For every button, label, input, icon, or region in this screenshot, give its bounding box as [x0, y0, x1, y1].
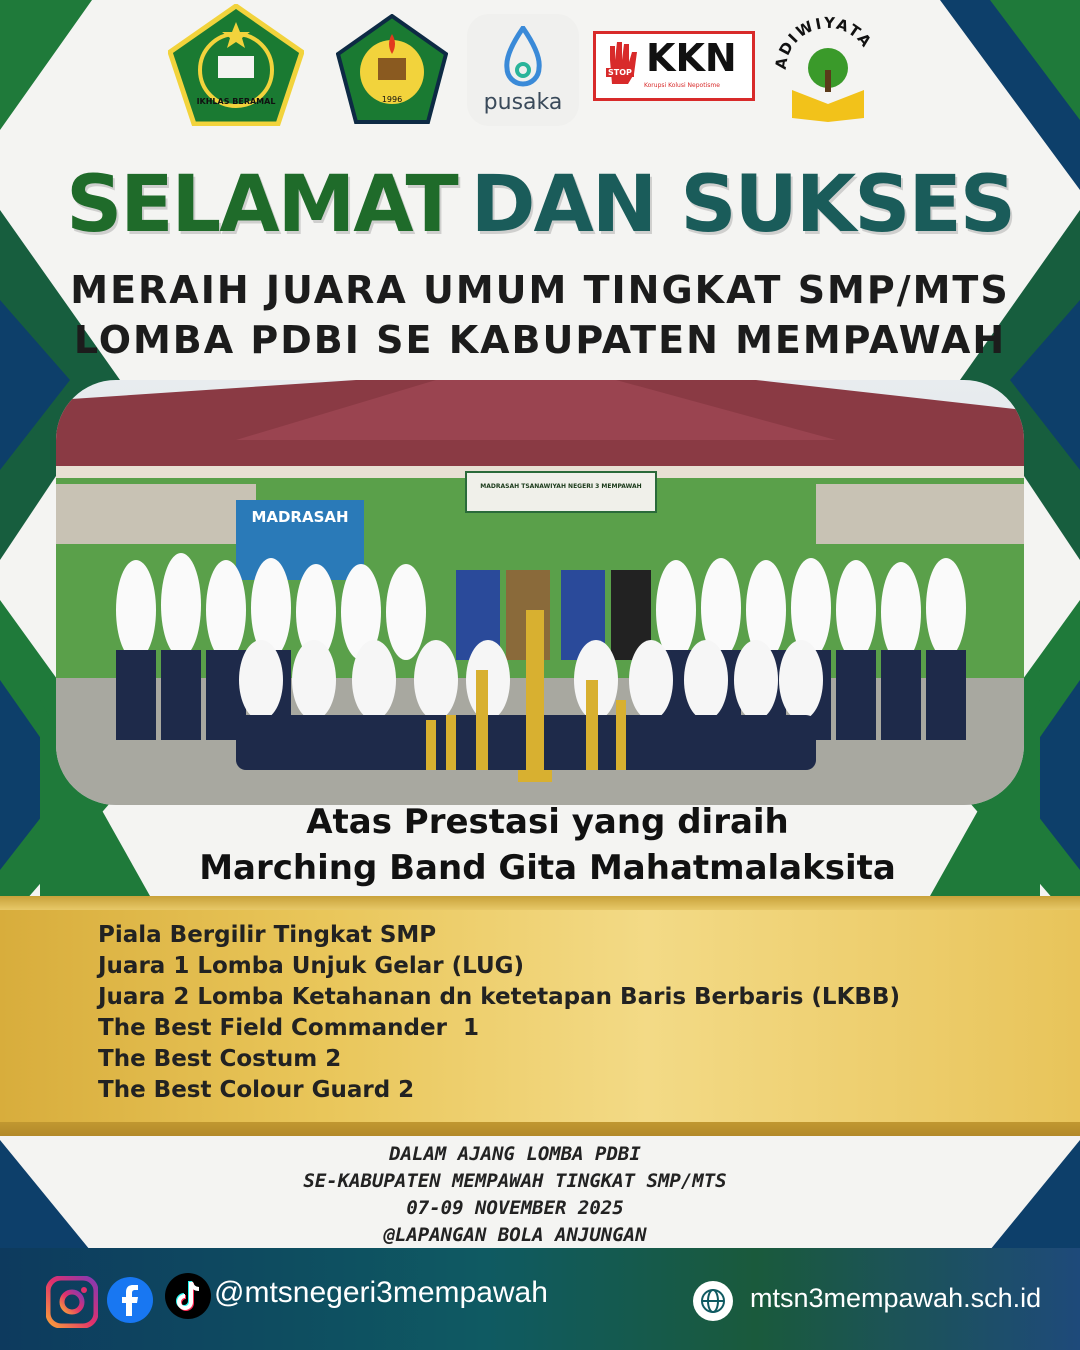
award-item: The Best Costum 2 — [98, 1046, 342, 1072]
event-line-4: @LAPANGAN BOLA ANJUNGAN — [383, 1224, 647, 1246]
event-line-2: SE-KABUPATEN MEMPAWAH TINGKAT SMP/MTS — [303, 1170, 727, 1192]
pusaka-logo — [467, 14, 579, 126]
award-item: Piala Bergilir Tingkat SMP — [98, 922, 437, 948]
headline — [0, 160, 1080, 250]
svg-text:IKHLAS BERAMAL: IKHLAS BERAMAL — [196, 97, 276, 106]
svg-text:MADRASAH TSANAWIYAH NEGERI 3 M: MADRASAH TSANAWIYAH NEGERI 3 MEMPAWAH — [480, 483, 642, 490]
event-line-3: 07-09 NOVEMBER 2025 — [406, 1197, 624, 1219]
group-photo — [56, 380, 1024, 805]
pusaka-label: pusaka — [483, 90, 563, 115]
logo-row — [0, 0, 1080, 140]
kemenag-logo — [168, 4, 304, 126]
event-line-1: DALAM AJANG LOMBA PDBI — [389, 1143, 641, 1165]
footer-bar — [0, 1248, 1080, 1350]
subtitle-line-2: LOMBA PDBI SE KABUPATEN MEMPAWAH — [73, 318, 1007, 362]
svg-text:1996: 1996 — [381, 95, 403, 104]
svg-text:ADIWIYATA: ADIWIYATA — [772, 13, 877, 71]
social-handle[interactable]: @mtsnegeri3mempawah — [214, 1276, 548, 1309]
subtitle-line-1: MERAIH JUARA UMUM TINGKAT SMP/MTS — [70, 268, 1010, 312]
caption-line-2: Marching Band Gita Mahatmalaksita — [199, 848, 896, 888]
headline-word-selamat: SELAMAT — [66, 160, 457, 250]
facebook-icon[interactable] — [106, 1276, 154, 1324]
award-item: The Best Field Commander 1 — [98, 1015, 479, 1041]
mtsn3-logo — [336, 14, 448, 124]
award-item: The Best Colour Guard 2 — [98, 1077, 415, 1103]
instagram-icon[interactable] — [46, 1276, 98, 1328]
svg-text:MADRASAH: MADRASAH — [251, 508, 349, 526]
globe-icon — [692, 1280, 734, 1322]
caption-line-1: Atas Prestasi yang diraih — [306, 802, 789, 842]
tiktok-icon[interactable] — [164, 1272, 212, 1320]
drop-icon — [503, 26, 543, 88]
group-photo-illustration — [56, 380, 1024, 805]
award-item: Juara 2 Lomba Ketahanan dn ketetapan Baris Berbaris (LKBB) — [98, 984, 900, 1010]
hand-stop-icon — [602, 40, 642, 86]
headline-word-dan-sukses: DAN SUKSES — [470, 160, 1014, 250]
award-item: Juara 1 Lomba Unjuk Gelar (LUG) — [98, 953, 525, 979]
adiwiyata-logo — [772, 10, 884, 124]
website-link[interactable]: mtsn3mempawah.sch.id — [750, 1283, 1042, 1313]
stop-kkn-logo: STOP KKN Korupsi Kolusi Nepotisme — [593, 31, 755, 101]
